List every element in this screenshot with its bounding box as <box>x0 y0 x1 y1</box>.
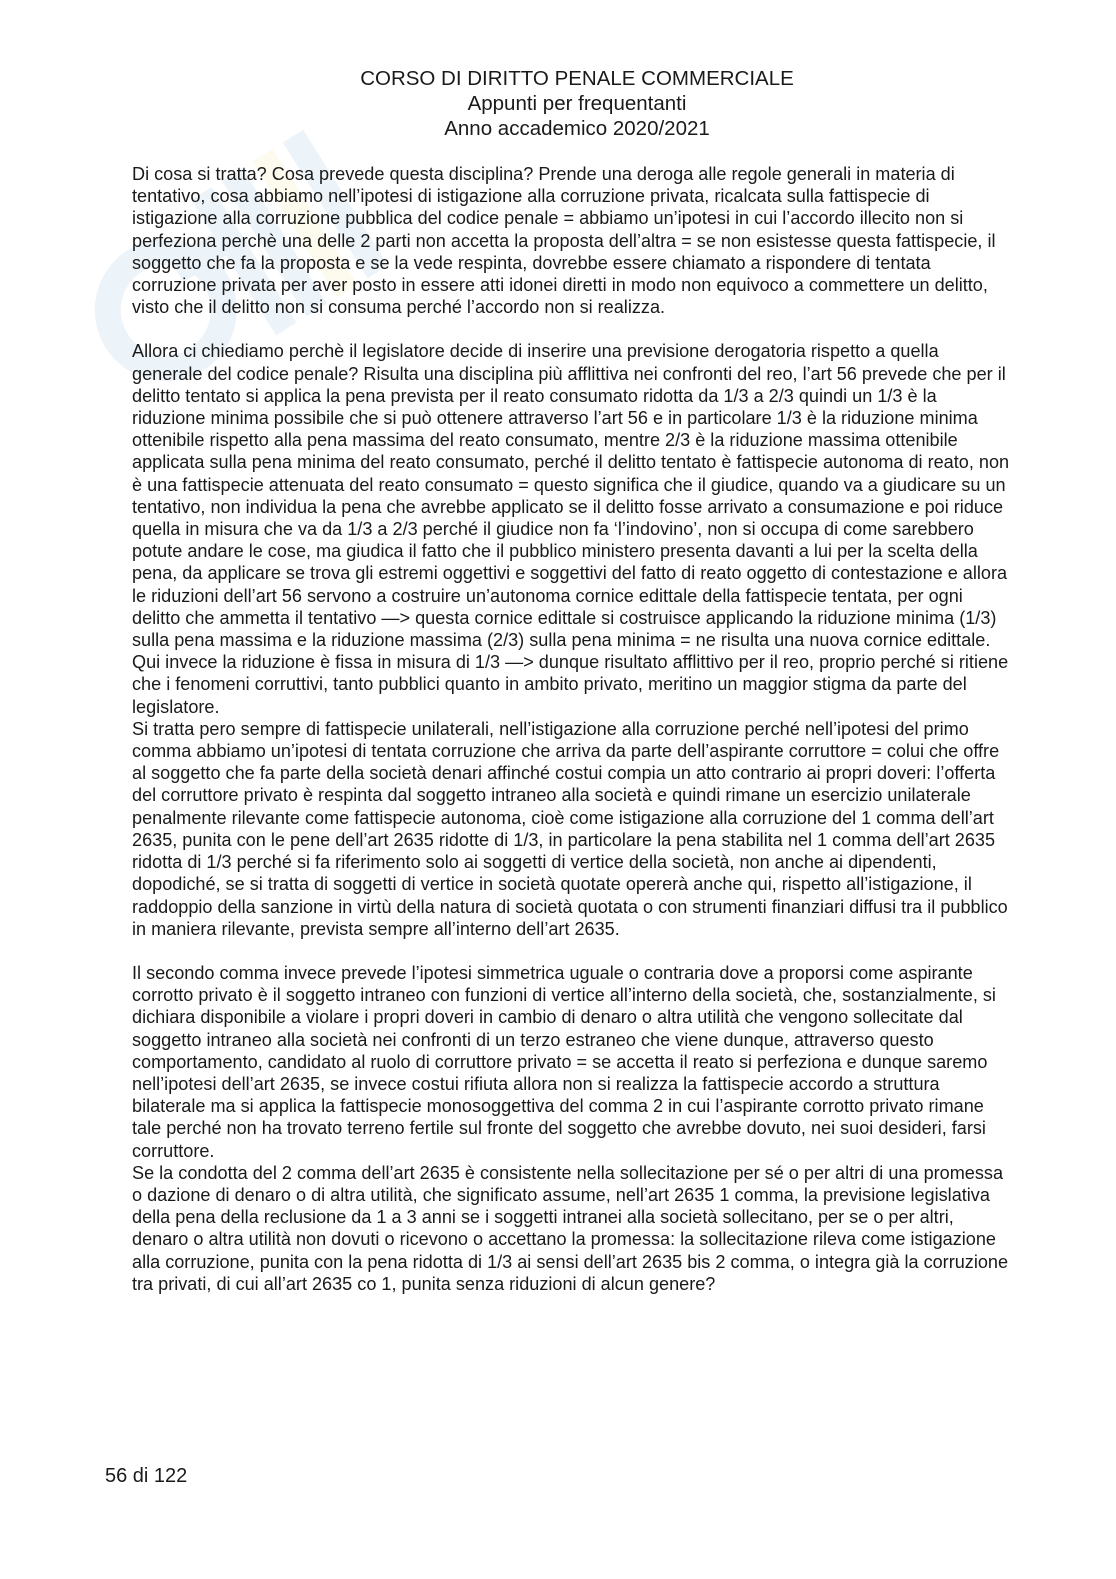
paragraph: Di cosa si tratta? Cosa prevede questa disciplina? Prende una deroga alle regole generali in materia di tentativo, cosa abbiamo nell’ipotesi di istigazione alla corruzione privata, ricalcata sulla fattispecie di istigazione alla corruzione pubblica del codice penale = abbiamo un’ipotesi in cui l’accordo illecito non si perfeziona perchè una delle 2 parti non accetta la proposta dell’altra = se non esistesse questa fattispecie, il soggetto che fa la proposta e se la vede respinta, dovrebbe essere chiamato a rispondere di tentata corruzione privata per aver posto in essere atti idonei diretti in modo non equivoco a commettere un delitto, visto che il delitto non si consuma perché l’accordo non si realizza. <box>132 164 996 318</box>
paragraph: Si tratta pero sempre di fattispecie unilaterali, nell’istigazione alla corruzione perché nell’ipotesi del primo comma abbiamo un’ipotesi di tentata corruzione che arriva da parte dell’aspirante corruttore = colui che offre al soggetto che fa parte della società denari affinché costui compia un atto contrario ai propri doveri: l’offerta del corruttore privato è respinta dal soggetto intraneo alla società e quindi rimane un esercizio unilaterale penalmente rilevante come fattispecie autonoma, cioè come istigazione alla corruzione del 1 comma dell’art 2635, punita con le pene dell’art 2635 ridotte di 1/3, in particolare la pena stabilita nel 1 comma dell’art 2635 ridotta di 1/3 perché si fa riferimento solo ai soggetti di vertice della società, non anche ai dipendenti, dopodiché, se si tratta di soggetti di vertice in società quotate opererà anche qui, rispetto all’istigazione, il raddoppio della sanzione in virtù della natura di società quotata o con strumenti finanziari diffusi tra il pubblico in maniera rilevante, prevista sempre all’interno dell’art 2635. <box>132 718 1008 939</box>
notes-subtitle: Appunti per frequentanti <box>467 92 687 115</box>
paragraph: Il secondo comma invece prevede l’ipotesi simmetrica uguale o contraria dove a proporsi come aspirante corrotto privato è il soggetto intraneo con funzioni di vertice all’interno della società, che, sostanzialmente, si dichiara disponibile a violare i propri doveri in cambio di denaro o altra utilità che vengono sollecitate dal soggetto intraneo alla società nei confronti di un terzo estraneo che viene dunque, attraverso questo comportamento, candidato al ruolo di corruttore privato = se accetta il reato si perfeziona e dunque saremo nell’ipotesi dell’art 2635, se invece costui rifiuta allora non si realizza la fattispecie accordo a struttura bilaterale ma si applica la fattispecie monosoggettiva del comma 2 in cui l’aspirante corrotto privato rimane tale perché non ha trovato terreno fertile sul fronte del soggetto che avrebbe dovuto, nei suoi desideri, farsi corruttore. <box>132 962 996 1161</box>
academic-year: Anno accademico 2020/2021 <box>444 117 710 140</box>
page-number: 56 di 122 <box>105 1465 188 1487</box>
document-body <box>132 163 1012 1295</box>
course-title: CORSO DI DIRITTO PENALE COMMERCIALE <box>360 67 794 90</box>
paragraph: Qui invece la riduzione è fissa in misura di 1/3 —> dunque risultato afflittivo per il reo, proprio perché si ritiene che i fenomeni corruttivi, tanto pubblici quanto in ambito privato, meritino un maggior stigma da parte del legislatore. <box>132 652 1009 717</box>
paragraph: Allora ci chiediamo perchè il legislatore decide di inserire una previsione derogatoria rispetto a quella generale del codice penale? Risulta una disciplina più afflittiva nei confronti del reo, l’art 56 prevede che per il delitto tentato si applica la pena prevista per il reato consumato ridotta da 1/3 a 2/3 quindi un 1/3 è la riduzione minima possibile che si può ottenere attraverso l’art 56 e in particolare 1/3 è la riduzione minima ottenibile rispetto alla pena massima del reato consumato, mentre 2/3 è la riduzione massima ottenibile applicata sulla pena minima del reato consumato, perché il delitto tentato è fattispecie autonoma di reato, non è una fattispecie attenuata del reato consumato = questo significa che il giudice, quando va a giudicare su un tentativo, non individua la pena che avrebbe applicato se il delitto fosse arrivato a consumazione e poi riduce quella in misura che va da 1/3 a 2/3 perché il giudice non fa ‘l’indovino’, non si occupa di come sarebbero potute andare le cose, ma giudica il fatto che il pubblico ministero presenta davanti a lui per la scelta della pena, da applicare se trova gli estremi oggettivi e soggettivi del fatto di reato oggetto di contestazione e allora le riduzioni dell’art 56 servono a costruire un’autonoma cornice edittale della fattispecie tentata, per ogni delitto che ammetta il tentativo —> questa cornice edittale si costruisce applicando la riduzione minima (1/3) sulla pena massima e la riduzione massima (2/3) sulla pena minima = ne risulta una nuova cornice edittale. <box>132 341 1010 651</box>
document-header <box>142 66 1012 141</box>
document-page <box>132 66 1012 1295</box>
paragraph: Se la condotta del 2 comma dell’art 2635 è consistente nella sollecitazione per sé o per altri di una promessa o dazione di denaro o di altra utilità, che significato assume, nell’art 2635 1 comma, la previsione legislativa della pena della reclusione da 1 a 3 anni se i soggetti intranei alla società sollecitano, per se o per altri, denaro o altra utilità non dovuti o ricevono o accettano la promessa: la sollecitazione rileva come istigazione alla corruzione, punita con la pena ridotta di 1/3 ai sensi dell’art 2635 bis 2 comma, o integra già la corruzione tra privati, di cui all’art 2635 co 1, punita senza riduzioni di alcun genere? <box>132 1162 1009 1294</box>
